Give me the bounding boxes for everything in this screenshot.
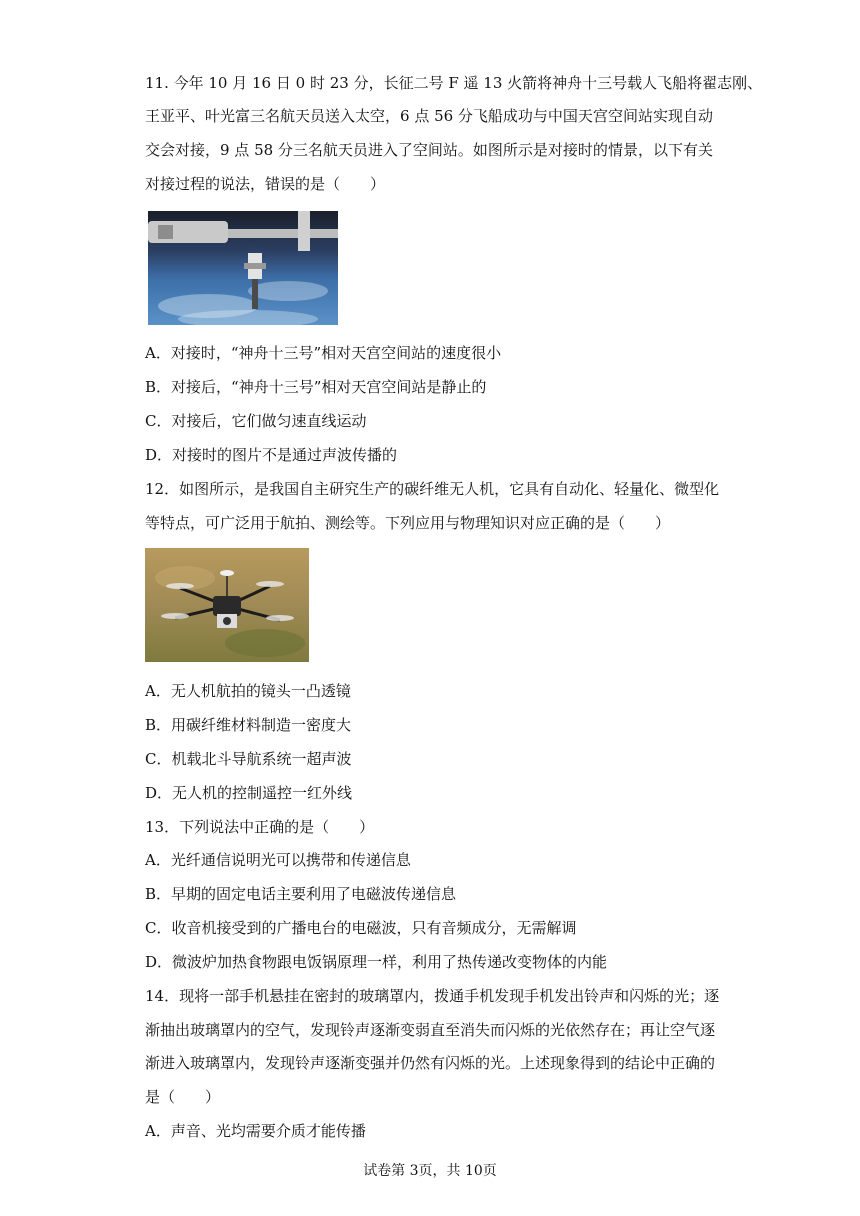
drone-image — [145, 548, 309, 662]
q11-option-c: C．对接后，它们做匀速直线运动 — [145, 412, 367, 430]
q14-stem-line-1: 14．现将一部手机悬挂在密封的玻璃罩内，拨通手机发现手机发出铃声和闪烁的光；逐 — [145, 987, 720, 1005]
q12-option-a: A．无人机航拍的镜头一凸透镜 — [145, 682, 351, 700]
q12-stem-line-2: 等特点，可广泛用于航拍、测绘等。下列应用与物理知识对应正确的是（ ） — [145, 514, 671, 532]
q12-stem-line-1: 12．如图所示，是我国自主研究生产的碳纤维无人机，它具有自动化、轻量化、微型化 — [145, 480, 720, 498]
q11-stem-line-4: 对接过程的说法，错误的是（ ） — [145, 175, 386, 193]
q11-option-a: A．对接时，“神舟十三号”相对天宫空间站的速度很小 — [145, 344, 502, 362]
q14-stem-line-3: 渐进入玻璃罩内，发现铃声逐渐变强并仍然有闪烁的光。上述现象得到的结论中正确的 — [145, 1054, 716, 1072]
q12-option-c: C．机载北斗导航系统一超声波 — [145, 750, 352, 768]
page-footer: 试卷第 3页，共 10页 — [363, 1163, 497, 1179]
space-station-docking-image — [148, 211, 338, 325]
q12-option-d: D．无人机的控制遥控一红外线 — [145, 784, 353, 802]
q11-stem-line-3: 交会对接，9 点 58 分三名航天员进入了空间站。如图所示是对接时的情景，以下有关 — [145, 141, 713, 159]
q14-stem-line-2: 渐抽出玻璃罩内的空气，发现铃声逐渐变弱直至消失而闪烁的光依然存在；再让空气逐 — [145, 1021, 716, 1039]
q11-option-d: D．对接时的图片不是通过声波传播的 — [145, 446, 398, 464]
q13-option-c: C．收音机接受到的广播电台的电磁波，只有音频成分，无需解调 — [145, 919, 577, 937]
q14-stem-line-4: 是（ ） — [145, 1088, 221, 1106]
q11-option-b: B．对接后，“神舟十三号”相对天宫空间站是静止的 — [145, 378, 487, 396]
q13-option-b: B．早期的固定电话主要利用了电磁波传递信息 — [145, 885, 457, 903]
q14-option-a: A．声音、光均需要介质才能传播 — [145, 1122, 366, 1140]
q12-option-b: B．用碳纤维材料制造一密度大 — [145, 716, 352, 734]
q11-stem-line-1: 11. 今年 10 月 16 日 0 时 23 分，长征二号 F 遥 13 火箭将神舟十三号载人飞船将翟志刚、 — [145, 74, 763, 92]
q13-option-a: A．光纤通信说明光可以携带和传递信息 — [145, 851, 411, 869]
q11-stem-line-2: 王亚平、叶光富三名航天员送入太空，6 点 56 分飞船成功与中国天宫空间站实现自动 — [145, 107, 713, 125]
q13-option-d: D．微波炉加热食物跟电饭锅原理一样，利用了热传递改变物体的内能 — [145, 953, 608, 971]
q13-stem-line-1: 13．下列说法中正确的是（ ） — [145, 818, 375, 836]
